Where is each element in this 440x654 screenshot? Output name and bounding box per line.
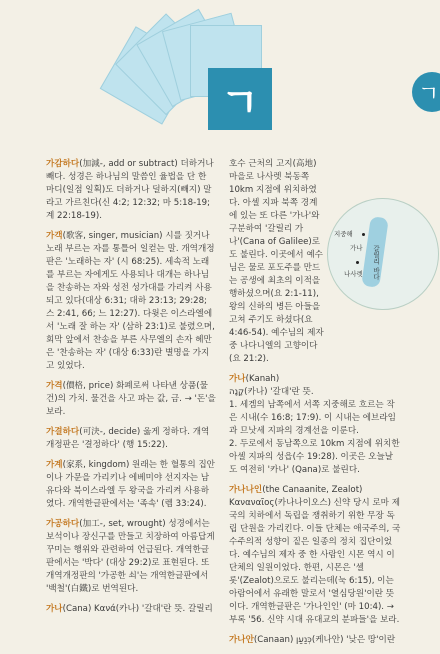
map-label: 나사렛 xyxy=(344,270,363,278)
entry: 가나나인(the Canaanite, Zealot) Καναναῖος(카나나이오스) 신약 당시 로마 제국의 치하에서 독립을 쟁취하기 위한 무장 독립 단원을 가리킨다. 이들 단체는 애국주의, 국수주의적 성향이 짙은 일종의 정치 집단이었다. 예수님의 제자 중 한 사람인 시몬 역시 이 단체의 일원이었다. 한편, 시몬은 '셀롯'(Zealot)으로도 불리는데(눅 6:15), 이는 아람어에서 유래한 말로서 '열심당원'이란 뜻이다. 개역한글판은 '가나인인' (마 10:4). → 부록 '56. 신약 시대 유대교의 분파들'을 보라. xyxy=(229,485,401,625)
entry: 가나(Kanah) קָנָה(카나) '갈대'란 뜻. 1. 세겜의 남쪽에서 서쪽 지중해로 흐르는 작은 시내(수 16:8; 17:9). 이 시내는 에브라임과 므낫세 지파의 경계선을 이룬다. 2. 두로에서 동남쪽으로 10km 지점에 위치한 아셀 지파의 성읍(수 19:28). 이곳은 오늘날도 여전히 '카나' (Qana)로 불린다. xyxy=(229,374,400,475)
map-label: 가나 xyxy=(350,244,363,252)
map-label: 갈릴리 바다 xyxy=(372,245,380,280)
entry: 가격(價格, price) 화폐로써 나타낸 상품(물건)의 가치. 물건을 사고 파는 값, 금. → '돈'을 보라. xyxy=(46,381,216,417)
entry-continuation: 호수 근처의 고지(高地) 마을로 나사렛 북동쪽 10km 지점에 위치하였다. 아셀 지파 북쪽 경계에 있는 또 다른 '가나'와 구분하여 '갈릴리 가나'(Cana of Galilee)로도 불린다. 이곳에서 예수님은 물로 포도주를 만드는 공생에 최초의 이적을 행하셨으며(요 2:1-11), 왕의 신하의 병든 아들을 고쳐 주기도 하셨다(요 4:46-54). 예수님의 제자 중 나다니엘의 고향이다(요 21:2). xyxy=(229,159,324,364)
entry: 가공하다(加工-, set, wrought) 성경에서는 보석이나 장신구를 만들고 치장하여 아름답게 꾸미는 행위와 관련하여 언급된다. 개역한글판에서는 '박다' (대상 29:2)로 표현된다. 또 개역개정판의 '가공한 쇠'는 개역한글판에서 '백철'(白鐵)로 번역된다. xyxy=(46,519,215,594)
entry: 가계(家系, kingdom) 원래는 한 혈통의 집안이나 가문을 가리키나 에베미야 선지자는 남유다와 북이스라엘 두 왕국을 가리켜 사용하였다. 개역한글판에서는 '족속' (렘 33:24). xyxy=(46,460,215,509)
entry: 가감하다(加減-, add or subtract) 더하거나 빼다. 성경은 하나님의 말씀인 율법을 단 한 마디(일점 일획)도 더하거나 덜하지(빼지) 말라고 가르친다(신 4:2; 12:32; 마 5:18-19; 계 22:18-19). xyxy=(46,159,214,221)
map-label: 지중해 xyxy=(334,230,353,238)
entry: 가나(Cana) Κανά(카나) '갈대'란 뜻. 갈릴리 xyxy=(46,604,213,614)
section-letter: ㄱ xyxy=(208,68,272,130)
index-tab[interactable]: ㄱ xyxy=(412,72,440,112)
left-column xyxy=(46,158,216,623)
entry: 가나안(Canaan) כְּנַעַן(케나안) '낮은 땅'이란 xyxy=(229,635,396,645)
entry: 가객(歌客, singer, musician) 시를 짓거나 노래 부르는 자를 통틀어 일컫는 말. 개역개정판은 '노래하는 자' (시 68:25). 세속적 노래를 부르는 자에게도 사용되나 대개는 하나님을 찬송하는 자와 성전 성가대를 가리켜 사용되고 있다(대상 6:31; 대하 23:13; 29:28; 스 2:41, 66; 느 12:27). 다윗은 이스라엘에서 '노래 잘 하는 자' (삼하 23:1)로 불렸으며, 회막 앞에서 찬송을 부른 사무엘의 손자 헤만은 '찬송하는 자' (대상 6:33)란 별명을 가지고 있었다. xyxy=(46,231,215,371)
right-column xyxy=(229,158,401,654)
entry: 가결하다(可決-, decide) 옳게 정하다. 개역개정판은 '결정하다' (행 15:22). xyxy=(46,427,210,450)
header-card-fan xyxy=(150,20,280,150)
